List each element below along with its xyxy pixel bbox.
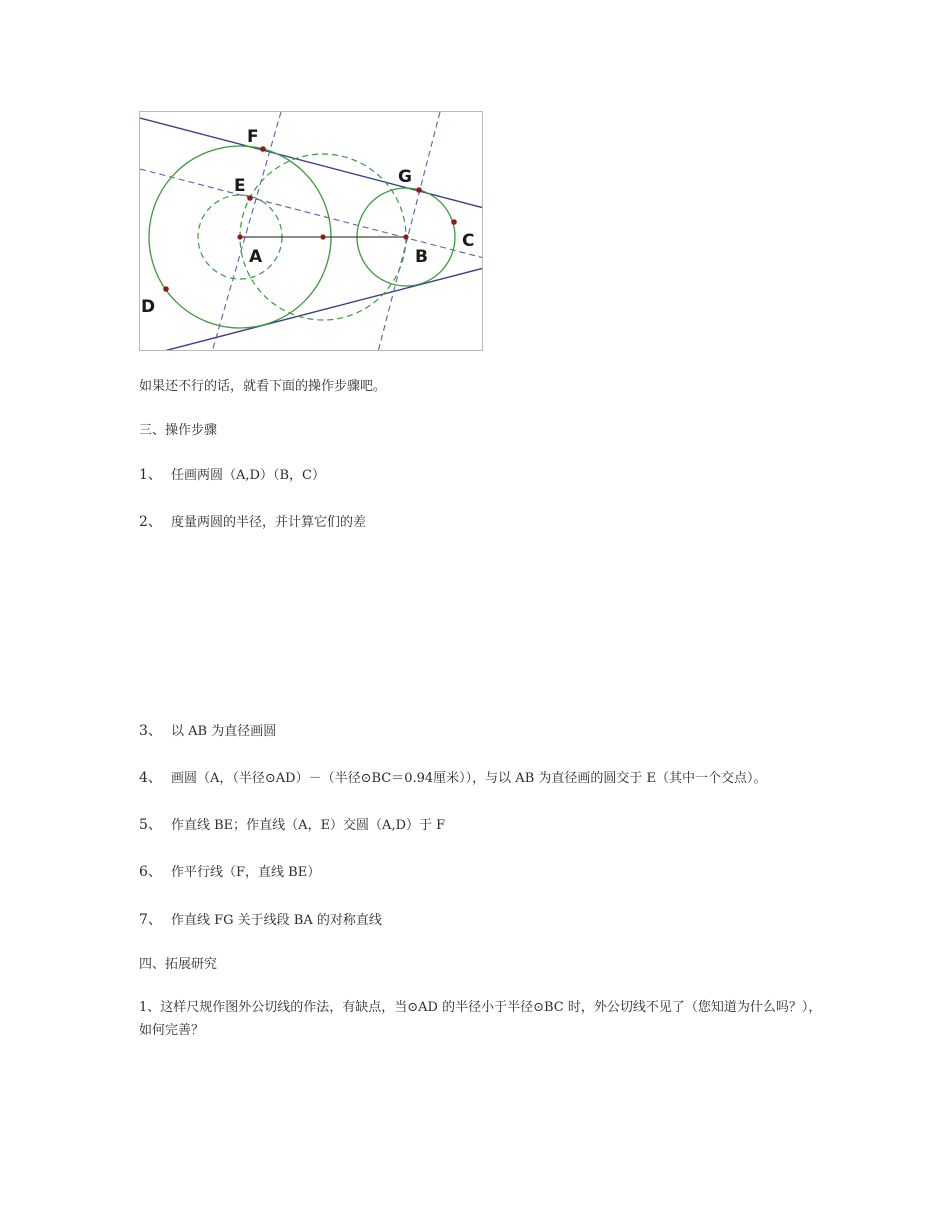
step-number: 6、 — [139, 864, 162, 880]
section-4-title: 四、拓展研究 — [139, 957, 218, 972]
intro-text: 如果还不行的话，就看下面的操作步骤吧。 — [139, 379, 387, 394]
step-number: 1、 — [139, 467, 162, 483]
step-3 — [139, 722, 276, 741]
dashed-line-bg — [378, 112, 440, 351]
step-6 — [139, 863, 320, 882]
step-text: 度量两圆的半径，并计算它们的差 — [171, 515, 367, 530]
step-1 — [139, 466, 325, 485]
point-b — [403, 234, 408, 239]
step-7 — [139, 911, 382, 930]
step-2 — [139, 513, 366, 532]
label-c: C — [462, 231, 475, 251]
label-a: A — [249, 247, 263, 267]
point-a — [237, 234, 242, 239]
geometry-figure — [139, 111, 483, 351]
step-text: 作直线 FG 关于线段 BA 的对称直线 — [171, 913, 382, 928]
point-midpoint — [320, 234, 325, 239]
section-3-title: 三、操作步骤 — [139, 423, 218, 438]
step-number: 7、 — [139, 912, 162, 928]
step-text: 作平行线（F，直线 BE） — [171, 865, 321, 880]
step-text: 画圆（A，（半径⊙AD）－（半径⊙BC＝0.94厘米）），与以 AB 为直径画的圆交于 E（其中一个交点）。 — [171, 771, 767, 786]
point-g — [416, 187, 422, 193]
label-b: B — [415, 247, 428, 267]
step-number: 2、 — [139, 514, 162, 530]
step-text: 任画两圆（A,D）（B，C） — [171, 468, 325, 483]
label-g: G — [398, 167, 412, 187]
step-text: 作直线 BE；作直线（A，E）交圆（A,D）于 F — [171, 818, 446, 833]
extension-paragraph: 1、这样尺规作图外公切线的作法，有缺点，当⊙AD 的半径小于半径⊙BC 时，外公切线不见了（您知道为什么吗？），如何完善？ — [139, 1000, 822, 1038]
label-d: D — [141, 297, 156, 317]
point-d — [163, 286, 169, 292]
point-f — [260, 146, 266, 152]
label-f: F — [247, 127, 259, 147]
step-number: 4、 — [139, 770, 162, 786]
dashed-line-be — [140, 169, 483, 258]
step-number: 3、 — [139, 723, 162, 739]
step-5 — [139, 816, 445, 835]
step-number: 5、 — [139, 817, 162, 833]
point-c — [451, 219, 457, 225]
point-e — [247, 195, 253, 201]
label-e: E — [234, 176, 246, 196]
tangent-construction-diagram — [140, 112, 483, 351]
step-text: 以 AB 为直径画圆 — [171, 724, 277, 739]
step-4 — [139, 769, 767, 788]
tangent-line-lower — [160, 268, 483, 351]
